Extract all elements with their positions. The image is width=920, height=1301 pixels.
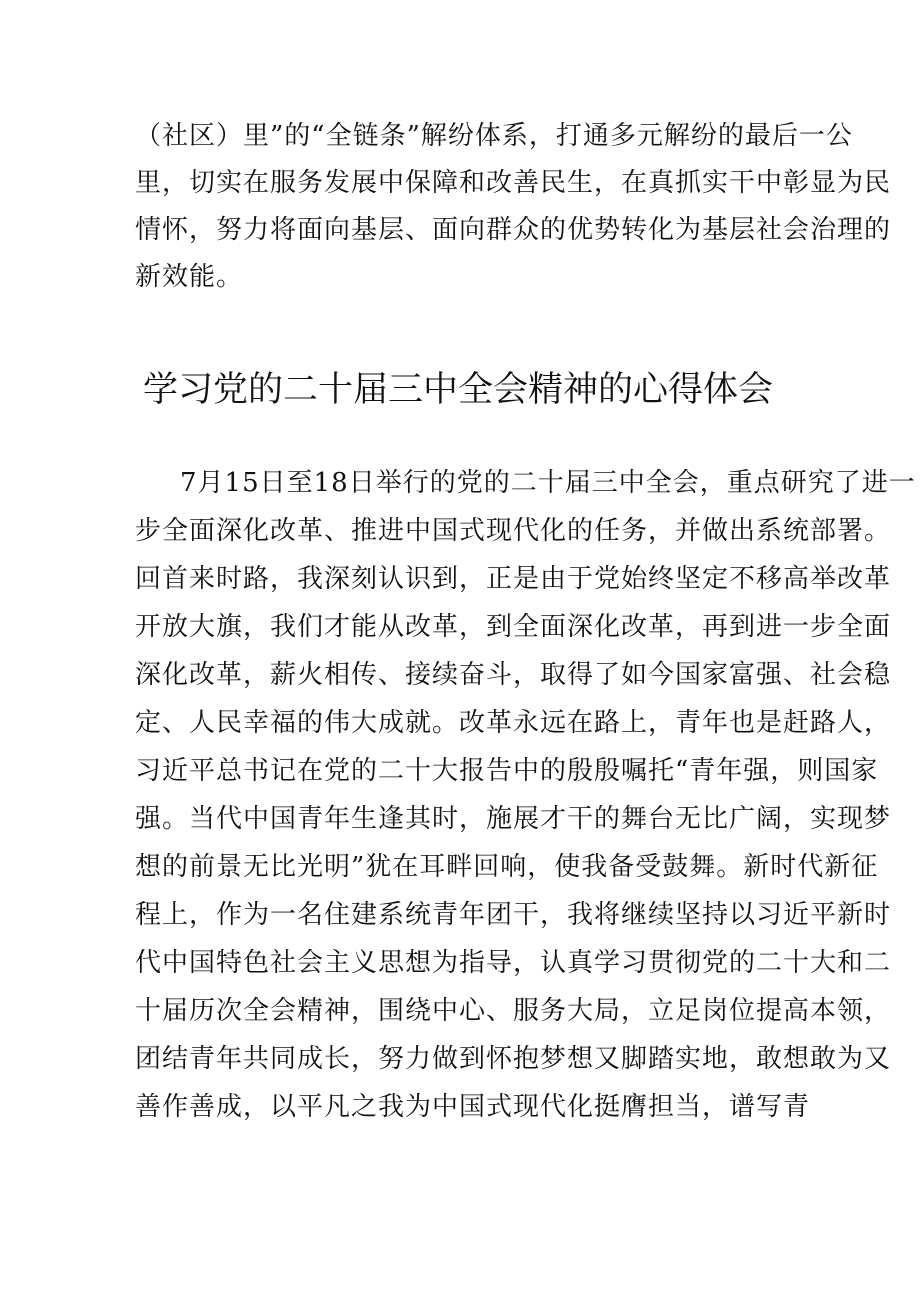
body-line-5: 深化改革，薪火相传、接续奋斗，取得了如今国家富强、社会稳: [135, 660, 892, 690]
body-line-8: 强。当代中国青年生逢其时，施展才干的舞台无比广阔，实现梦: [135, 804, 892, 834]
body-line-12: 十届历次全会精神，围绕中心、服务大局，立足岗位提高本领，: [135, 996, 892, 1026]
body-line-9: 想的前景无比光明”犹在耳畔回响，使我备受鼓舞。新时代新征: [135, 852, 879, 882]
body-line-7: 习近平总书记在党的二十大报告中的殷殷嘱托“青年强，则国家: [135, 756, 879, 786]
body-line-2: 步全面深化改革、推进中国式现代化的任务，并做出系统部署。: [135, 516, 892, 546]
body-line-6: 定、人民幸福的伟大成就。改革永远在路上，青年也是赶路人，: [135, 708, 892, 738]
intro-line-3: 情怀，努力将面向基层、面向群众的优势转化为基层社会治理的: [135, 215, 892, 245]
intro-line-4: 新效能。: [135, 262, 244, 292]
body-line-13: 团结青年共同成长，努力做到怀抱梦想又脚踏实地，敢想敢为又: [135, 1044, 892, 1074]
article-title: 学习党的二十届三中全会精神的心得体会: [143, 370, 774, 410]
body-line-1: 7月15日至18日举行的党的二十届三中全会，重点研究了进一: [180, 468, 916, 498]
body-line-11: 代中国特色社会主义思想为指导，认真学习贯彻党的二十大和二: [135, 948, 892, 978]
intro-line-2: 里，切实在服务发展中保障和改善民生，在真抓实干中彰显为民: [135, 168, 892, 198]
intro-line-1: （社区）里”的“全链条”解纷体系，打通多元解纷的最后一公: [135, 121, 853, 151]
body-line-3: 回首来时路，我深刻认识到，正是由于党始终坚定不移高举改革: [135, 564, 892, 594]
body-line-14: 善作善成，以平凡之我为中国式现代化挺膺担当，谱写青: [135, 1092, 811, 1122]
body-line-4: 开放大旗，我们才能从改革，到全面深化改革，再到进一步全面: [135, 612, 892, 642]
body-line-10: 程上，作为一名住建系统青年团干，我将继续坚持以习近平新时: [135, 900, 892, 930]
